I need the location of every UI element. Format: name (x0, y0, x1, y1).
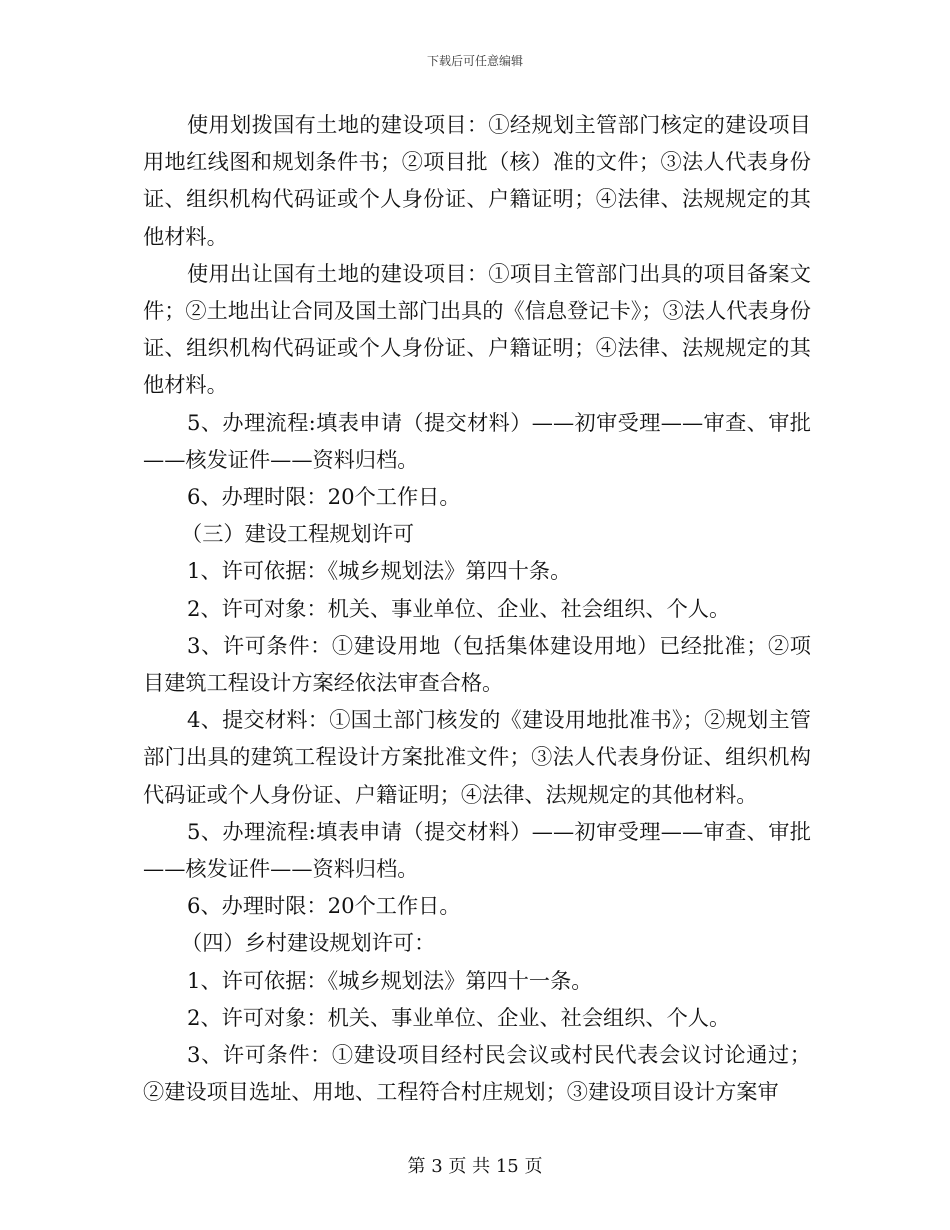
paragraph: 使用划拨国有土地的建设项目：①经规划主管部门核定的建设项目用地红线图和规划条件书；②项目批（核）准的文件；③法人代表身份证、组织机构代码证或个人身份证、户籍证明；④法律、法规规定的其他材料。 (143, 112, 811, 249)
paragraph: 5、办理流程:填表申请（提交材料）——初审受理——审查、审批——核发证件——资料归档。 (143, 818, 811, 882)
page-header: 下载后可任意编辑 (426, 54, 523, 68)
section-heading: （四）乡村建设规划许可： (181, 930, 436, 956)
paragraph: 6、办理时限：20个工作日。 (187, 484, 461, 510)
paragraph: 4、提交材料：①国土部门核发的《建设用地批准书》；②规划主管部门出具的建筑工程设计方案批准文件；③法人代表身份证、组织机构代码证或个人身份证、户籍证明；④法律、法规规定的其他材料。 (143, 707, 811, 807)
paragraph: 6、办理时限：20个工作日。 (187, 893, 461, 919)
paragraph: 1、许可依据：《城乡规划法》第四十一条。 (187, 967, 593, 993)
paragraph: 3、许可条件：①建设项目经村民会议或村民代表会议讨论通过；②建设项目选址、用地、工程符合村庄规划；③建设项目设计方案审 (143, 1042, 811, 1105)
document-body (143, 106, 811, 1110)
paragraph: 5、办理流程:填表申请（提交材料）——初审受理——审查、审批——核发证件——资料归档。 (143, 409, 811, 472)
paragraph: 1、许可依据：《城乡规划法》第四十条。 (187, 558, 572, 584)
paragraph: 2、许可对象：机关、事业单位、企业、社会组织、个人。 (187, 595, 731, 621)
page-footer: 第 3 页 共 15 页 (407, 1156, 543, 1177)
paragraph: 3、许可条件：①建设用地（包括集体建设用地）已经批准；②项目建筑工程设计方案经依法审查合格。 (143, 632, 811, 696)
section-heading: （三）建设工程规划许可 (181, 521, 415, 547)
paragraph: 使用出让国有土地的建设项目：①项目主管部门出具的项目备案文件；②土地出让合同及国土部门出具的《信息登记卡》；③法人代表身份证、组织机构代码证或个人身份证、户籍证明；④法律、法规规定的其他材料。 (143, 260, 811, 398)
paragraph: 2、许可对象：机关、事业单位、企业、社会组织、个人。 (187, 1004, 731, 1030)
